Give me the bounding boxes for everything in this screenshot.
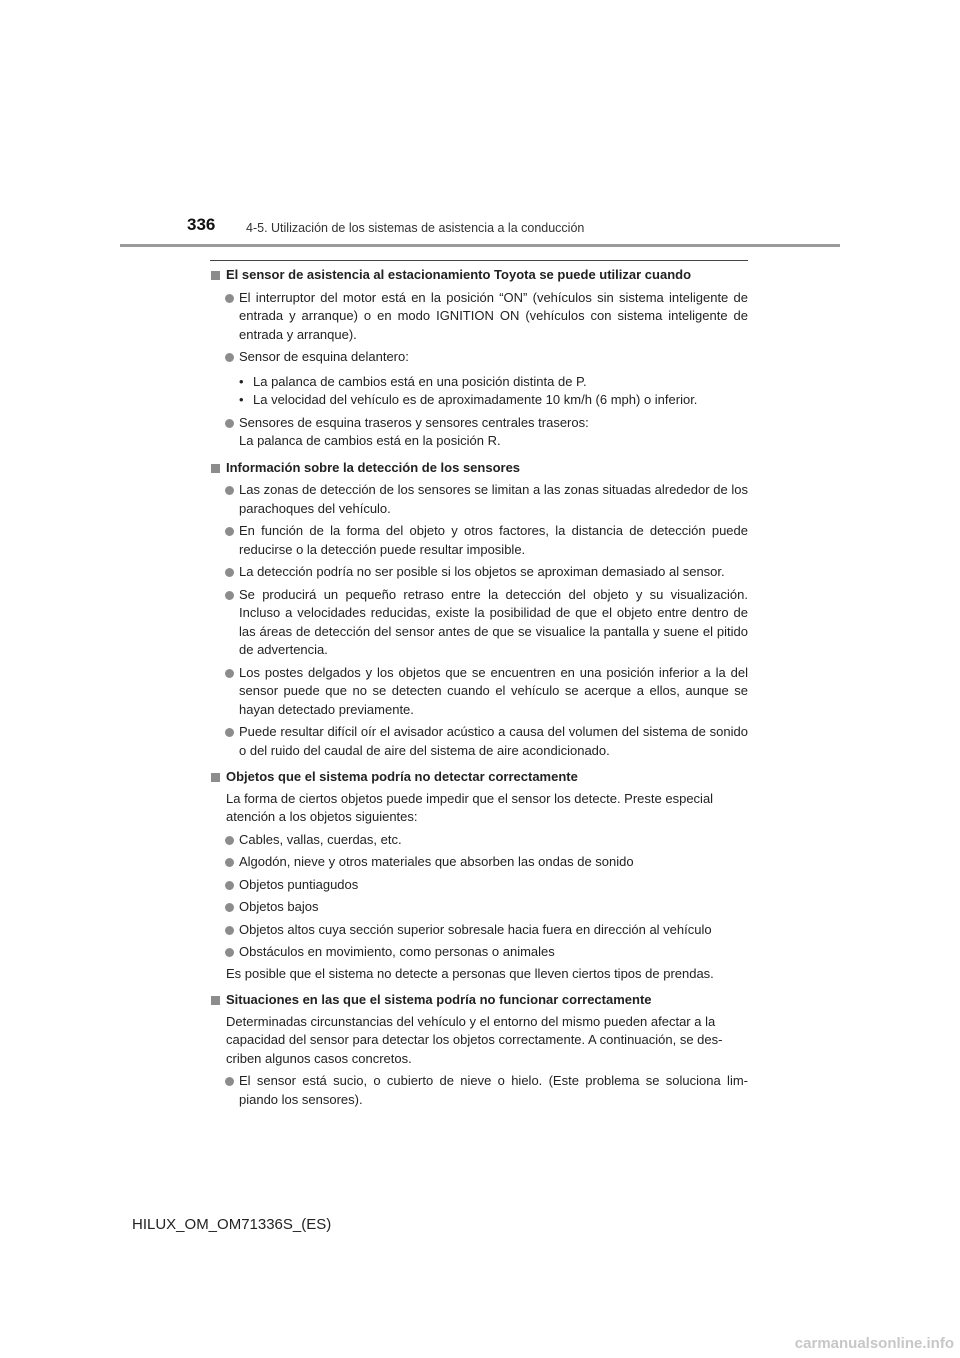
square-bullet-icon (211, 271, 220, 280)
list-item: Se producirá un pequeño retraso entre la detección del objeto y su visualización. Incluso a velocidades reducidas, existe la posibilidad de que el objeto entre dentro de las áreas de detección del sensor antes de que se visualice la pantalla y suene el pitido de advertencia. (210, 586, 748, 660)
circle-bullet-icon (225, 881, 234, 890)
list-item: Objetos bajos (210, 898, 748, 917)
list-item: Algodón, nieve y otros materiales que absorben las ondas de sonido (210, 853, 748, 872)
circle-bullet-icon (225, 591, 234, 600)
section-outro: Es posible que el sistema no detecte a personas que lleven ciertos tipos de prendas. (226, 965, 714, 981)
list-item: Sensor de esquina delantero: (210, 348, 748, 367)
section-heading: Objetos que el sistema podría no detectar correctamente (210, 768, 748, 787)
content-body (210, 266, 748, 1109)
circle-bullet-icon (225, 353, 234, 362)
sub-list-item: • La palanca de cambios está en una posición distinta de P. (210, 373, 748, 392)
list-item: Los postes delgados y los objetos que se encuentren en una posición inferior a la del sensor puede que no se detecten cuando el vehículo se acerque a ellos, aunque se hayan detectado previamente. (210, 664, 748, 720)
list-item: Las zonas de detección de los sensores se limitan a las zonas situadas alrededor de los parachoques del vehículo. (210, 481, 748, 518)
circle-bullet-icon (225, 858, 234, 867)
list-item: Puede resultar difícil oír el avisador acústico a causa del volumen del sistema de sonido o del ruido del caudal de aire del sistema de aire acondicionado. (210, 723, 748, 760)
list-item: El sensor está sucio, o cubierto de nieve o hielo. (Este problema se soluciona lim-piando los sensores). (210, 1072, 748, 1109)
watermark[interactable]: carmanualsonline.info (794, 1335, 954, 1352)
circle-bullet-icon (225, 419, 234, 428)
section-heading: Información sobre la detección de los sensores (210, 459, 748, 478)
header-rule (120, 244, 840, 247)
section-intro: La forma de ciertos objetos puede impedir que el sensor los detecte. Preste especial atención a los objetos siguientes: (226, 790, 714, 824)
section-intro: Determinadas circunstancias del vehículo y el entorno del mismo pueden afectar a la capacidad del sensor para detectar los objetos correctamente. A continuación, se des-criben algunos casos concretos. (226, 1013, 723, 1066)
list-item: El interruptor del motor está en la posición “ON” (vehículos sin sistema inteligente de entrada y arranque) o en modo IGNITION ON (vehículos con sistema inteligente de entrada y arranque). (210, 289, 748, 345)
circle-bullet-icon (225, 669, 234, 678)
circle-bullet-icon (225, 568, 234, 577)
circle-bullet-icon (225, 903, 234, 912)
list-item: Sensores de esquina traseros y sensores centrales traseros: La palanca de cambios está en la posición R. (210, 414, 748, 451)
content-rule (210, 260, 748, 261)
circle-bullet-icon (225, 926, 234, 935)
list-item: Objetos altos cuya sección superior sobresale hacia fuera en dirección al vehículo (210, 921, 748, 940)
square-bullet-icon (211, 464, 220, 473)
dot-marker-icon: • (239, 392, 244, 407)
list-item: Obstáculos en movimiento, como personas o animales (210, 943, 748, 962)
circle-bullet-icon (225, 294, 234, 303)
list-item: Objetos puntiagudos (210, 876, 748, 895)
page-number: 336 (187, 215, 216, 234)
document-code: HILUX_OM_OM71336S_(ES) (132, 1216, 332, 1233)
circle-bullet-icon (225, 486, 234, 495)
section-heading: Situaciones en las que el sistema podría no funcionar correctamente (210, 991, 748, 1010)
section-heading: El sensor de asistencia al estacionamiento Toyota se puede utilizar cuando (210, 266, 748, 285)
square-bullet-icon (211, 996, 220, 1005)
circle-bullet-icon (225, 1077, 234, 1086)
square-bullet-icon (211, 773, 220, 782)
list-item: La detección podría no ser posible si los objetos se aproximan demasiado al sensor. (210, 563, 748, 582)
circle-bullet-icon (225, 527, 234, 536)
section-title: 4-5. Utilización de los sistemas de asistencia a la conducción (246, 221, 585, 235)
circle-bullet-icon (225, 948, 234, 957)
list-item: En función de la forma del objeto y otros factores, la distancia de detección puede reducirse o la detección puede resultar imposible. (210, 522, 748, 559)
sub-list-item: • La velocidad del vehículo es de aproximadamente 10 km/h (6 mph) o inferior. (210, 391, 748, 410)
dot-marker-icon: • (239, 373, 244, 389)
circle-bullet-icon (225, 728, 234, 737)
list-item: Cables, vallas, cuerdas, etc. (210, 831, 748, 850)
circle-bullet-icon (225, 836, 234, 845)
